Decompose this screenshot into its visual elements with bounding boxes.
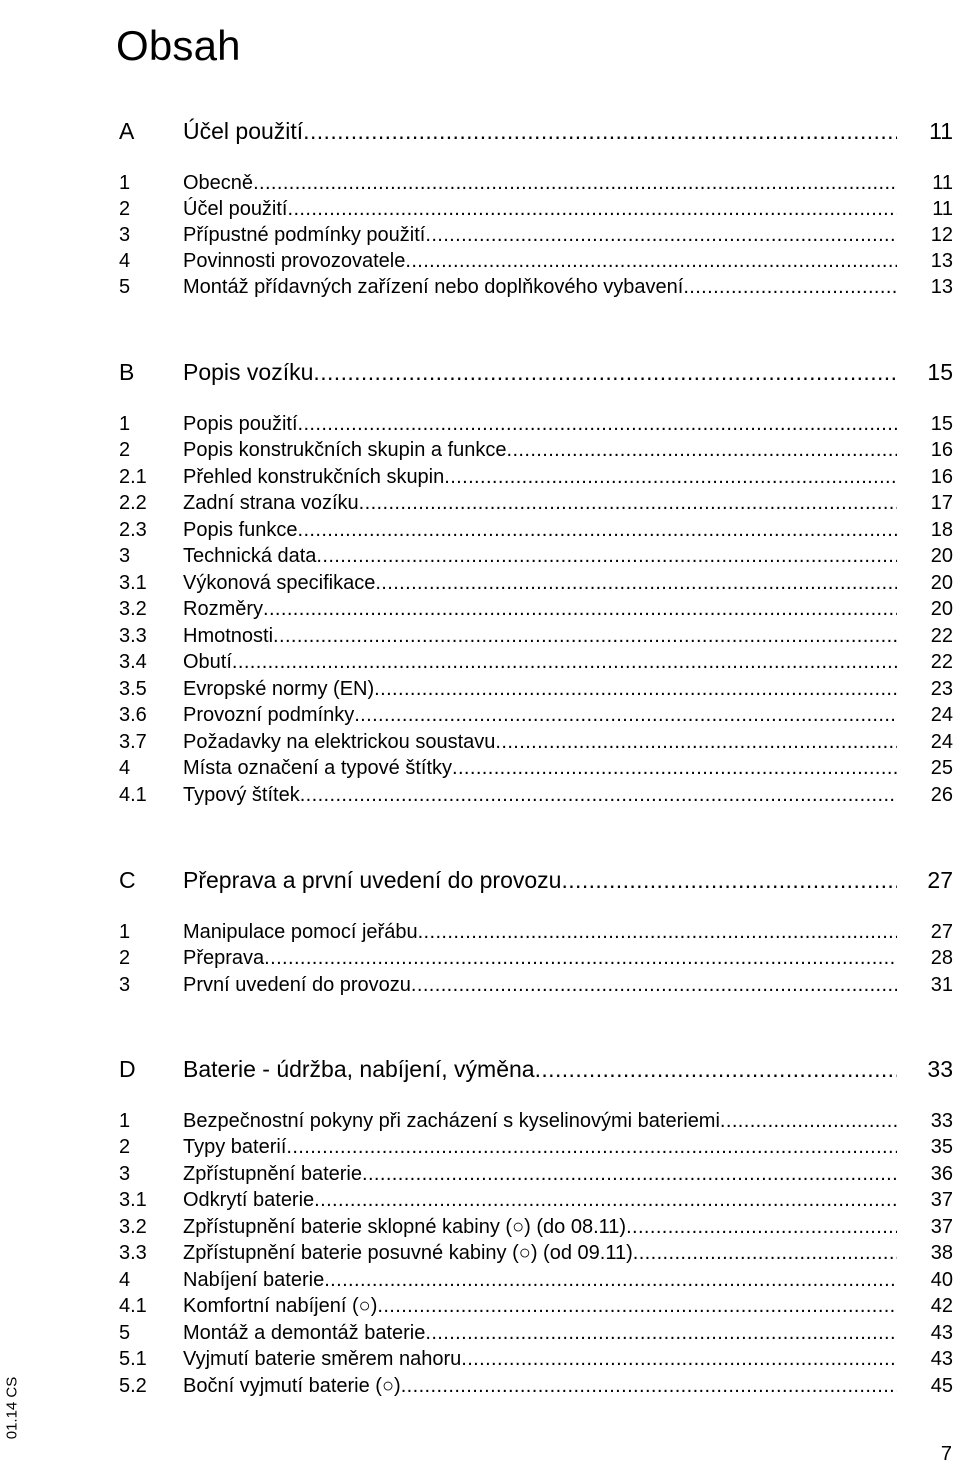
- toc-item-page: 38: [930, 1242, 953, 1264]
- toc-item-number: 2.1: [119, 466, 147, 488]
- toc-item-page: 13: [930, 276, 953, 298]
- toc-item-page: 45: [930, 1375, 953, 1397]
- toc-item-page: 26: [930, 784, 953, 806]
- toc-item-title: Zadní strana vozíku .....: [183, 490, 897, 516]
- toc-section-page: 11: [929, 118, 953, 144]
- toc-item-title: Obutí .....: [183, 649, 897, 675]
- toc-item-page: 18: [930, 519, 953, 541]
- toc-section-letter: B: [119, 359, 135, 385]
- toc-item-number: 3: [119, 224, 131, 246]
- toc-item-title: První uvedení do provozu .....: [183, 972, 897, 998]
- toc-item-number: 4: [119, 250, 131, 272]
- toc-item-title: Zpřístupnění baterie posuvné kabiny (○) (od 09.11) .....: [183, 1240, 897, 1266]
- toc-item-number: 3: [119, 974, 131, 996]
- toc-item-page: 28: [930, 947, 953, 969]
- toc-item-number: 3: [119, 1163, 131, 1185]
- toc-item-page: 12: [930, 224, 953, 246]
- toc-section-letter: D: [119, 1056, 136, 1082]
- toc-item-title: Účel použití .....: [183, 196, 897, 222]
- toc-item-page: 36: [930, 1163, 953, 1185]
- toc-item-number: 1: [119, 172, 131, 194]
- toc-section-page: 15: [927, 359, 953, 385]
- toc-item-number: 4: [119, 1269, 131, 1291]
- toc-item-page: 16: [930, 439, 953, 461]
- toc-item-title: Komfortní nabíjení (○) .....: [183, 1293, 897, 1319]
- toc-item-number: 2: [119, 947, 131, 969]
- toc-item-page: 35: [930, 1136, 953, 1158]
- toc-item-page: 31: [930, 974, 953, 996]
- toc-item-page: 22: [930, 651, 953, 673]
- toc-section-title: Popis vozíku .....: [183, 357, 897, 387]
- toc-item-title: Montáž přídavných zařízení nebo doplňkového vybavení .....: [183, 274, 897, 300]
- toc-item-number: 5.1: [119, 1348, 147, 1370]
- toc-item-number: 4: [119, 757, 131, 779]
- toc-item-number: 1: [119, 921, 131, 943]
- toc-section-title: Baterie - údržba, nabíjení, výměna .....: [183, 1054, 897, 1084]
- toc-item-number: 3: [119, 545, 131, 567]
- toc-item-page: 24: [930, 704, 953, 726]
- page-number: 7: [940, 1443, 952, 1465]
- toc-item-number: 3.2: [119, 1216, 147, 1238]
- toc-item-title: Přeprava .....: [183, 945, 897, 971]
- toc-item-page: 27: [930, 921, 953, 943]
- toc-item-title: Popis konstrukčních skupin a funkce .....: [183, 437, 897, 463]
- toc-section-page: 33: [927, 1056, 953, 1082]
- toc-section-title: Účel použití .....: [183, 116, 897, 146]
- toc-item-title: Boční vyjmutí baterie (○) .....: [183, 1373, 897, 1399]
- toc-section-page: 27: [927, 867, 953, 893]
- toc-item-page: 15: [930, 413, 953, 435]
- toc-item-number: 3.6: [119, 704, 147, 726]
- page-title: Obsah: [116, 22, 241, 70]
- toc-item-page: 37: [930, 1216, 953, 1238]
- toc-item-page: 20: [930, 545, 953, 567]
- toc-item-title: Popis použití .....: [183, 411, 897, 437]
- toc-item-page: 25: [930, 757, 953, 779]
- toc-item-number: 3.3: [119, 625, 147, 647]
- toc-item-number: 3.3: [119, 1242, 147, 1264]
- toc-item-number: 3.4: [119, 651, 147, 673]
- edition-label: 01.14 CS: [3, 1376, 21, 1440]
- toc-item-title: Technická data .....: [183, 543, 897, 569]
- toc-item-title: Obecně .....: [183, 170, 897, 196]
- toc-item-page: 23: [930, 678, 953, 700]
- toc-item-number: 2.3: [119, 519, 147, 541]
- toc-item-number: 2: [119, 198, 131, 220]
- toc-item-page: 24: [930, 731, 953, 753]
- toc-item-page: 11: [932, 198, 953, 220]
- toc-item-page: 43: [930, 1322, 953, 1344]
- toc-item-page: 17: [930, 492, 953, 514]
- toc-item-title: Přípustné podmínky použití .....: [183, 222, 897, 248]
- toc-section-title: Přeprava a první uvedení do provozu .....: [183, 865, 897, 895]
- toc-item-page: 22: [930, 625, 953, 647]
- toc-section-letter: C: [119, 867, 136, 893]
- toc-item-title: Odkrytí baterie .....: [183, 1187, 897, 1213]
- toc-item-page: 42: [930, 1295, 953, 1317]
- toc-item-number: 1: [119, 413, 131, 435]
- toc-item-page: 13: [930, 250, 953, 272]
- toc-item-number: 4.1: [119, 1295, 147, 1317]
- toc-item-number: 2: [119, 1136, 131, 1158]
- toc-item-title: Požadavky na elektrickou soustavu .....: [183, 729, 897, 755]
- toc-item-number: 5: [119, 276, 131, 298]
- toc-item-title: Vyjmutí baterie směrem nahoru .....: [183, 1346, 897, 1372]
- toc-item-number: 2.2: [119, 492, 147, 514]
- toc-item-title: Místa označení a typové štítky .....: [183, 755, 897, 781]
- toc-item-number: 2: [119, 439, 131, 461]
- toc-item-title: Provozní podmínky .....: [183, 702, 897, 728]
- toc-item-title: Výkonová specifikace .....: [183, 570, 897, 596]
- toc-item-page: 33: [930, 1110, 953, 1132]
- toc-item-page: 16: [930, 466, 953, 488]
- toc-item-page: 37: [930, 1189, 953, 1211]
- toc-item-title: Montáž a demontáž baterie .....: [183, 1320, 897, 1346]
- toc-item-number: 5: [119, 1322, 131, 1344]
- toc-item-title: Rozměry .....: [183, 596, 897, 622]
- toc-item-title: Manipulace pomocí jeřábu .....: [183, 919, 897, 945]
- toc-item-number: 4.1: [119, 784, 147, 806]
- toc-item-title: Povinnosti provozovatele .....: [183, 248, 897, 274]
- toc-item-page: 40: [930, 1269, 953, 1291]
- toc-item-title: Bezpečnostní pokyny při zacházení s kyselinovými bateriemi .....: [183, 1108, 897, 1134]
- toc-item-number: 1: [119, 1110, 131, 1132]
- toc-item-title: Hmotnosti .....: [183, 623, 897, 649]
- toc-item-page: 11: [932, 172, 953, 194]
- toc-item-title: Evropské normy (EN) .....: [183, 676, 897, 702]
- toc-item-number: 3.1: [119, 572, 147, 594]
- toc-item-number: 3.2: [119, 598, 147, 620]
- toc-item-number: 3.5: [119, 678, 147, 700]
- toc-item-page: 20: [930, 572, 953, 594]
- toc-item-title: Přehled konstrukčních skupin .....: [183, 464, 897, 490]
- toc-item-number: 5.2: [119, 1375, 147, 1397]
- toc-item-title: Zpřístupnění baterie sklopné kabiny (○) (do 08.11) .....: [183, 1214, 897, 1240]
- toc-item-number: 3.7: [119, 731, 147, 753]
- toc-item-page: 43: [930, 1348, 953, 1370]
- toc-item-title: Typy baterií .....: [183, 1134, 897, 1160]
- toc-item-title: Popis funkce .....: [183, 517, 897, 543]
- toc-item-number: 3.1: [119, 1189, 147, 1211]
- toc-section-letter: A: [119, 118, 135, 144]
- toc-item-title: Typový štítek .....: [183, 782, 897, 808]
- toc-item-title: Nabíjení baterie .....: [183, 1267, 897, 1293]
- toc-item-title: Zpřístupnění baterie .....: [183, 1161, 897, 1187]
- toc-item-page: 20: [930, 598, 953, 620]
